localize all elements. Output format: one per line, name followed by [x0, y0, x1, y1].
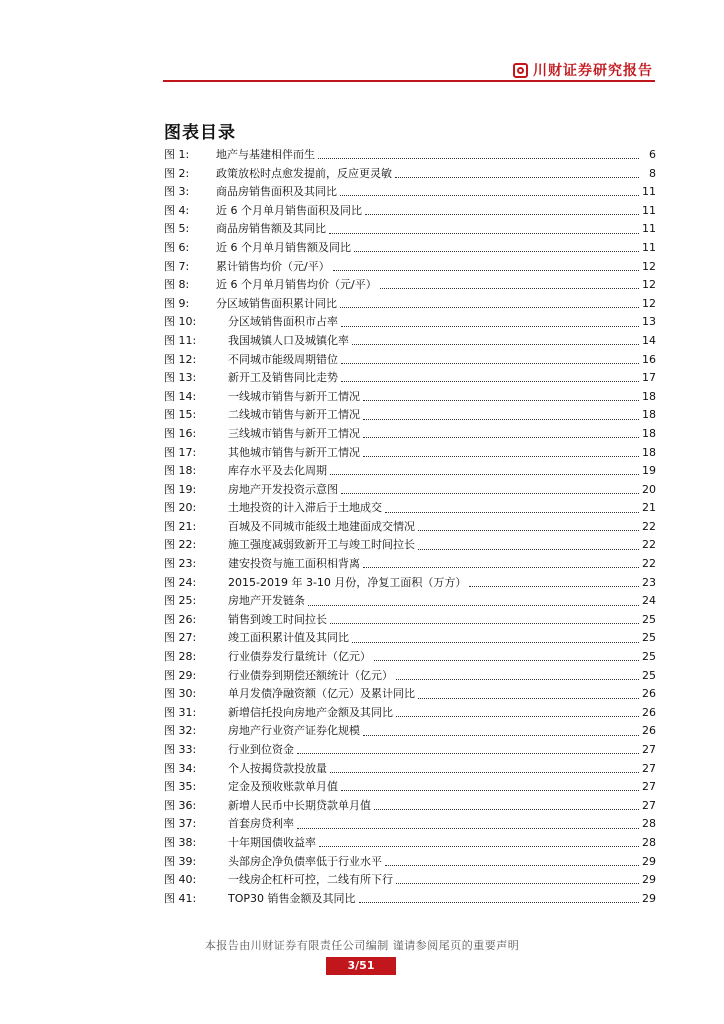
toc-leader-dots [385, 864, 639, 866]
toc-entry-page: 8 [649, 166, 656, 180]
toc-entry-page: 22 [642, 557, 656, 571]
toc-leader-dots [363, 418, 639, 420]
toc-entry-page: 18 [642, 426, 656, 440]
toc-entry-title: 累计销售均价（元/平） [216, 259, 330, 273]
toc-entry-title: 分区域销售面积市占率 [228, 315, 338, 329]
toc-leader-dots [396, 715, 639, 717]
toc-entry-page: 24 [642, 594, 656, 608]
toc-entry[interactable] [164, 853, 656, 872]
toc-entry-label: 图 13: [164, 371, 197, 385]
toc-leader-dots [354, 250, 639, 252]
toc-entry-label: 图 38: [164, 835, 197, 849]
toc-entry-page: 27 [642, 798, 656, 812]
toc-entry-label: 图 19: [164, 482, 197, 496]
toc-leader-dots [363, 436, 639, 438]
toc-entry-label: 图 36: [164, 798, 197, 812]
toc-entry[interactable] [164, 834, 656, 853]
toc-entry-page: 22 [642, 538, 656, 552]
toc-entry-title: 政策放松时点愈发提前，反应更灵敏 [216, 166, 392, 180]
toc-leader-dots [469, 585, 639, 587]
toc-leader-dots [363, 734, 639, 736]
toc-entry-title: 首套房贷利率 [228, 817, 294, 831]
toc-entry-title: 建安投资与施工面积相背离 [228, 557, 360, 571]
toc-entry-title: 三线城市销售与新开工情况 [228, 426, 360, 440]
toc-leader-dots [308, 604, 639, 606]
toc-entry-label: 图 4: [164, 203, 190, 217]
header-divider [163, 80, 655, 82]
toc-entry-label: 图 25: [164, 594, 197, 608]
toc-entry[interactable] [164, 890, 656, 909]
toc-entry-label: 图 27: [164, 631, 197, 645]
toc-entry-page: 29 [642, 854, 656, 868]
toc-entry-page: 6 [649, 148, 656, 161]
toc-entry[interactable] [164, 704, 656, 723]
toc-entry[interactable] [164, 629, 656, 648]
toc-entry-page: 11 [642, 203, 656, 217]
toc-entry-title: 十年期国债收益率 [228, 835, 316, 849]
toc-entry-label: 图 7: [164, 259, 190, 273]
toc-leader-dots [297, 827, 639, 829]
toc-leader-dots [330, 622, 639, 624]
toc-entry-label: 图 28: [164, 650, 197, 664]
toc-entry[interactable] [164, 406, 656, 425]
toc-leader-dots [359, 901, 639, 903]
toc-entry-label: 图 5: [164, 222, 190, 236]
toc-leader-dots [341, 380, 639, 382]
toc-entry-title: 一线城市销售与新开工情况 [228, 389, 360, 403]
toc-entry[interactable] [164, 871, 656, 890]
toc-leader-dots [352, 343, 639, 345]
brand [513, 60, 653, 80]
toc-entry-page: 27 [642, 780, 656, 794]
toc-entry-label: 图 22: [164, 538, 197, 552]
toc-entry-title: 2015-2019 年 3-10 月份，净复工面积（万方） [228, 575, 467, 589]
toc-entry-title: 新增信托投向房地产金额及其同比 [228, 705, 393, 719]
toc-entry-title: 房地产开发链条 [228, 594, 305, 608]
toc-entry-label: 图 16: [164, 426, 197, 440]
toc-entry-page: 27 [642, 743, 656, 756]
toc-entry-label: 图 34: [164, 761, 197, 775]
toc-entry-label: 图 8: [164, 278, 190, 292]
toc-entry-page: 14 [642, 333, 656, 347]
toc-entry[interactable] [164, 685, 656, 704]
toc-leader-dots [418, 548, 639, 550]
toc-leader-dots [385, 511, 639, 513]
toc-entry-label: 图 1: [164, 148, 190, 161]
toc-leader-dots [418, 529, 639, 531]
toc-entry[interactable] [164, 611, 656, 630]
toc-entry[interactable] [164, 202, 656, 221]
toc-entry-title: 行业债券到期偿还额统计（亿元） [228, 668, 393, 682]
toc-entry-title: 头部房企净负债率低于行业水平 [228, 854, 382, 868]
toc-entry-title: 百城及不同城市能级土地建面成交情况 [228, 519, 415, 533]
toc-entry-title: 地产与基建相伴而生 [216, 148, 315, 161]
toc-entry-title: 个人按揭贷款投放量 [228, 761, 327, 775]
toc-entry[interactable] [164, 183, 656, 202]
toc-leader-dots [330, 771, 639, 773]
toc-entry-title: 一线房企杠杆可控，二线有所下行 [228, 873, 393, 887]
toc-entry[interactable] [164, 574, 656, 593]
page-header [163, 56, 655, 82]
toc-entry[interactable] [164, 332, 656, 351]
toc-entry-label: 图 40: [164, 873, 197, 887]
toc-entry-title: 行业债券发行量统计（亿元） [228, 650, 371, 664]
toc-entry-label: 图 32: [164, 724, 197, 738]
toc-entry-label: 图 21: [164, 519, 197, 533]
toc-entry-title: 商品房销售额及其同比 [216, 222, 326, 236]
toc-entry[interactable] [164, 444, 656, 463]
toc-leader-dots [396, 678, 639, 680]
toc-leader-dots [329, 232, 639, 234]
toc-entry-label: 图 23: [164, 557, 197, 571]
chuancai-logo-icon [513, 63, 528, 78]
toc-entry-label: 图 37: [164, 817, 197, 831]
toc-leader-dots [340, 194, 639, 196]
toc-leader-dots [418, 697, 639, 699]
toc-entry[interactable] [164, 778, 656, 797]
toc-entry[interactable] [164, 741, 656, 760]
toc-leader-dots [365, 213, 639, 215]
toc-entry-label: 图 11: [164, 333, 197, 347]
toc-entry-page: 12 [642, 259, 656, 273]
toc-entry[interactable] [164, 276, 656, 295]
toc-list [164, 146, 656, 908]
toc-entry[interactable] [164, 313, 656, 332]
toc-entry[interactable] [164, 722, 656, 741]
toc-entry-label: 图 20: [164, 501, 197, 515]
toc-entry[interactable] [164, 462, 656, 481]
toc-entry-title: 土地投资的计入滞后于土地成交 [228, 501, 382, 515]
toc-entry-page: 11 [642, 222, 656, 236]
toc-entry-label: 图 39: [164, 854, 197, 868]
toc-entry-title: TOP30 销售金额及其同比 [228, 891, 356, 905]
toc-leader-dots [352, 641, 639, 643]
toc-leader-dots [363, 566, 639, 568]
toc-entry-page: 26 [642, 705, 656, 719]
toc-title: 图表目录 [164, 123, 236, 143]
toc-entry-page: 18 [642, 408, 656, 422]
toc-entry-title: 我国城镇人口及城镇化率 [228, 333, 349, 347]
toc-entry[interactable] [164, 499, 656, 518]
toc-entry[interactable] [164, 555, 656, 574]
toc-entry-label: 图 9: [164, 296, 190, 310]
toc-leader-dots [318, 157, 639, 159]
toc-entry-label: 图 2: [164, 166, 190, 180]
toc-entry-page: 25 [642, 612, 656, 626]
toc-entry[interactable] [164, 760, 656, 779]
toc-entry-page: 12 [642, 296, 656, 310]
toc-entry-label: 图 30: [164, 687, 197, 701]
toc-entry-label: 图 18: [164, 464, 197, 478]
toc-entry-page: 25 [642, 631, 656, 645]
toc-leader-dots [380, 287, 639, 289]
toc-entry-page: 11 [642, 185, 656, 199]
toc-entry-label: 图 33: [164, 743, 197, 756]
toc-entry-title: 近 6 个月单月销售额及同比 [216, 240, 351, 254]
toc-entry[interactable] [164, 165, 656, 184]
toc-entry-title: 销售到竣工时间拉长 [228, 612, 327, 626]
toc-entry-page: 18 [642, 389, 656, 403]
toc-entry-page: 19 [642, 464, 656, 478]
toc-entry-page: 18 [642, 445, 656, 459]
toc-entry-title: 二线城市销售与新开工情况 [228, 408, 360, 422]
toc-entry-page: 28 [642, 817, 656, 831]
toc-entry-title: 行业到位资金 [228, 743, 294, 756]
toc-entry-label: 图 41: [164, 891, 197, 905]
toc-entry-title: 近 6 个月单月销售均价（元/平） [216, 278, 377, 292]
toc-entry[interactable] [164, 351, 656, 370]
toc-entry[interactable] [164, 220, 656, 239]
toc-entry-title: 其他城市销售与新开工情况 [228, 445, 360, 459]
toc-entry-page: 26 [642, 687, 656, 701]
toc-entry[interactable] [164, 239, 656, 258]
toc-entry-page: 22 [642, 519, 656, 533]
toc-entry-page: 26 [642, 724, 656, 738]
toc-leader-dots [341, 789, 639, 791]
toc-leader-dots [319, 845, 639, 847]
brand-name: 川财证券研究报告 [533, 63, 653, 79]
toc-leader-dots [374, 659, 639, 661]
toc-entry-title: 竣工面积累计值及其同比 [228, 631, 349, 645]
toc-entry[interactable] [164, 536, 656, 555]
toc-entry-label: 图 26: [164, 612, 197, 626]
toc-entry[interactable] [164, 648, 656, 667]
page-number: 3/51 [326, 957, 396, 975]
toc-entry[interactable] [164, 481, 656, 500]
toc-leader-dots [363, 455, 639, 457]
toc-entry-label: 图 6: [164, 240, 190, 254]
toc-entry-page: 11 [642, 240, 656, 254]
footer-disclaimer: 本报告由川财证券有限责任公司编制 谨请参阅尾页的重要声明 [204, 939, 520, 952]
toc-entry-page: 16 [642, 352, 656, 366]
toc-entry-page: 13 [642, 315, 656, 329]
toc-entry-title: 新开工及销售同比走势 [228, 371, 338, 385]
toc-leader-dots [340, 306, 639, 308]
toc-entry-page: 25 [642, 650, 656, 664]
toc-entry-label: 图 35: [164, 780, 197, 794]
toc-entry-page: 29 [642, 873, 656, 887]
toc-leader-dots [363, 399, 639, 401]
toc-entry[interactable] [164, 815, 656, 834]
toc-leader-dots [297, 752, 639, 754]
toc-leader-dots [395, 176, 639, 178]
toc-entry[interactable] [164, 425, 656, 444]
toc-leader-dots [330, 473, 639, 475]
toc-entry-title: 不同城市能级周期错位 [228, 352, 338, 366]
toc-entry[interactable] [164, 667, 656, 686]
toc-entry-title: 商品房销售面积及其同比 [216, 185, 337, 199]
toc-entry-label: 图 29: [164, 668, 197, 682]
toc-entry-title: 施工强度减弱致新开工与竣工时间拉长 [228, 538, 415, 552]
toc-entry-title: 分区域销售面积累计同比 [216, 296, 337, 310]
toc-leader-dots [396, 882, 639, 884]
toc-entry-title: 房地产开发投资示意图 [228, 482, 338, 496]
toc-leader-dots [341, 325, 639, 327]
toc-entry-page: 27 [642, 761, 656, 775]
toc-entry-page: 12 [642, 278, 656, 292]
toc-entry-label: 图 15: [164, 408, 197, 422]
toc-entry-title: 房地产行业资产证券化规模 [228, 724, 360, 738]
toc-entry-title: 库存水平及去化周期 [228, 464, 327, 478]
toc-entry[interactable] [164, 258, 656, 277]
toc-entry-title: 新增人民币中长期贷款单月值 [228, 798, 371, 812]
toc-entry-page: 25 [642, 668, 656, 682]
toc-entry-label: 图 17: [164, 445, 197, 459]
toc-leader-dots [374, 808, 639, 810]
toc-entry[interactable] [164, 369, 656, 388]
toc-entry-page: 20 [642, 482, 656, 496]
toc-entry-title: 定金及预收账款单月值 [228, 780, 338, 794]
toc-entry-label: 图 3: [164, 185, 190, 199]
toc-entry-page: 23 [642, 575, 656, 589]
toc-entry-label: 图 10: [164, 315, 197, 329]
toc-entry[interactable] [164, 797, 656, 816]
toc-entry-page: 29 [642, 891, 656, 905]
toc-leader-dots [341, 492, 639, 494]
toc-entry-label: 图 14: [164, 389, 197, 403]
toc-entry[interactable] [164, 295, 656, 314]
toc-entry-page: 17 [642, 371, 656, 385]
toc-entry-title: 近 6 个月单月销售面积及同比 [216, 203, 362, 217]
toc-entry[interactable] [164, 592, 656, 611]
toc-entry[interactable] [164, 518, 656, 537]
toc-entry-label: 图 31: [164, 705, 197, 719]
toc-entry-page: 21 [642, 501, 656, 515]
toc-entry-page: 28 [642, 835, 656, 849]
toc-leader-dots [341, 362, 639, 364]
toc-entry[interactable] [164, 388, 656, 407]
toc-entry[interactable] [164, 146, 656, 165]
toc-entry-label: 图 24: [164, 575, 197, 589]
toc-entry-label: 图 12: [164, 352, 197, 366]
toc-entry-title: 单月发债净融资额（亿元）及累计同比 [228, 687, 415, 701]
toc-leader-dots [333, 269, 639, 271]
